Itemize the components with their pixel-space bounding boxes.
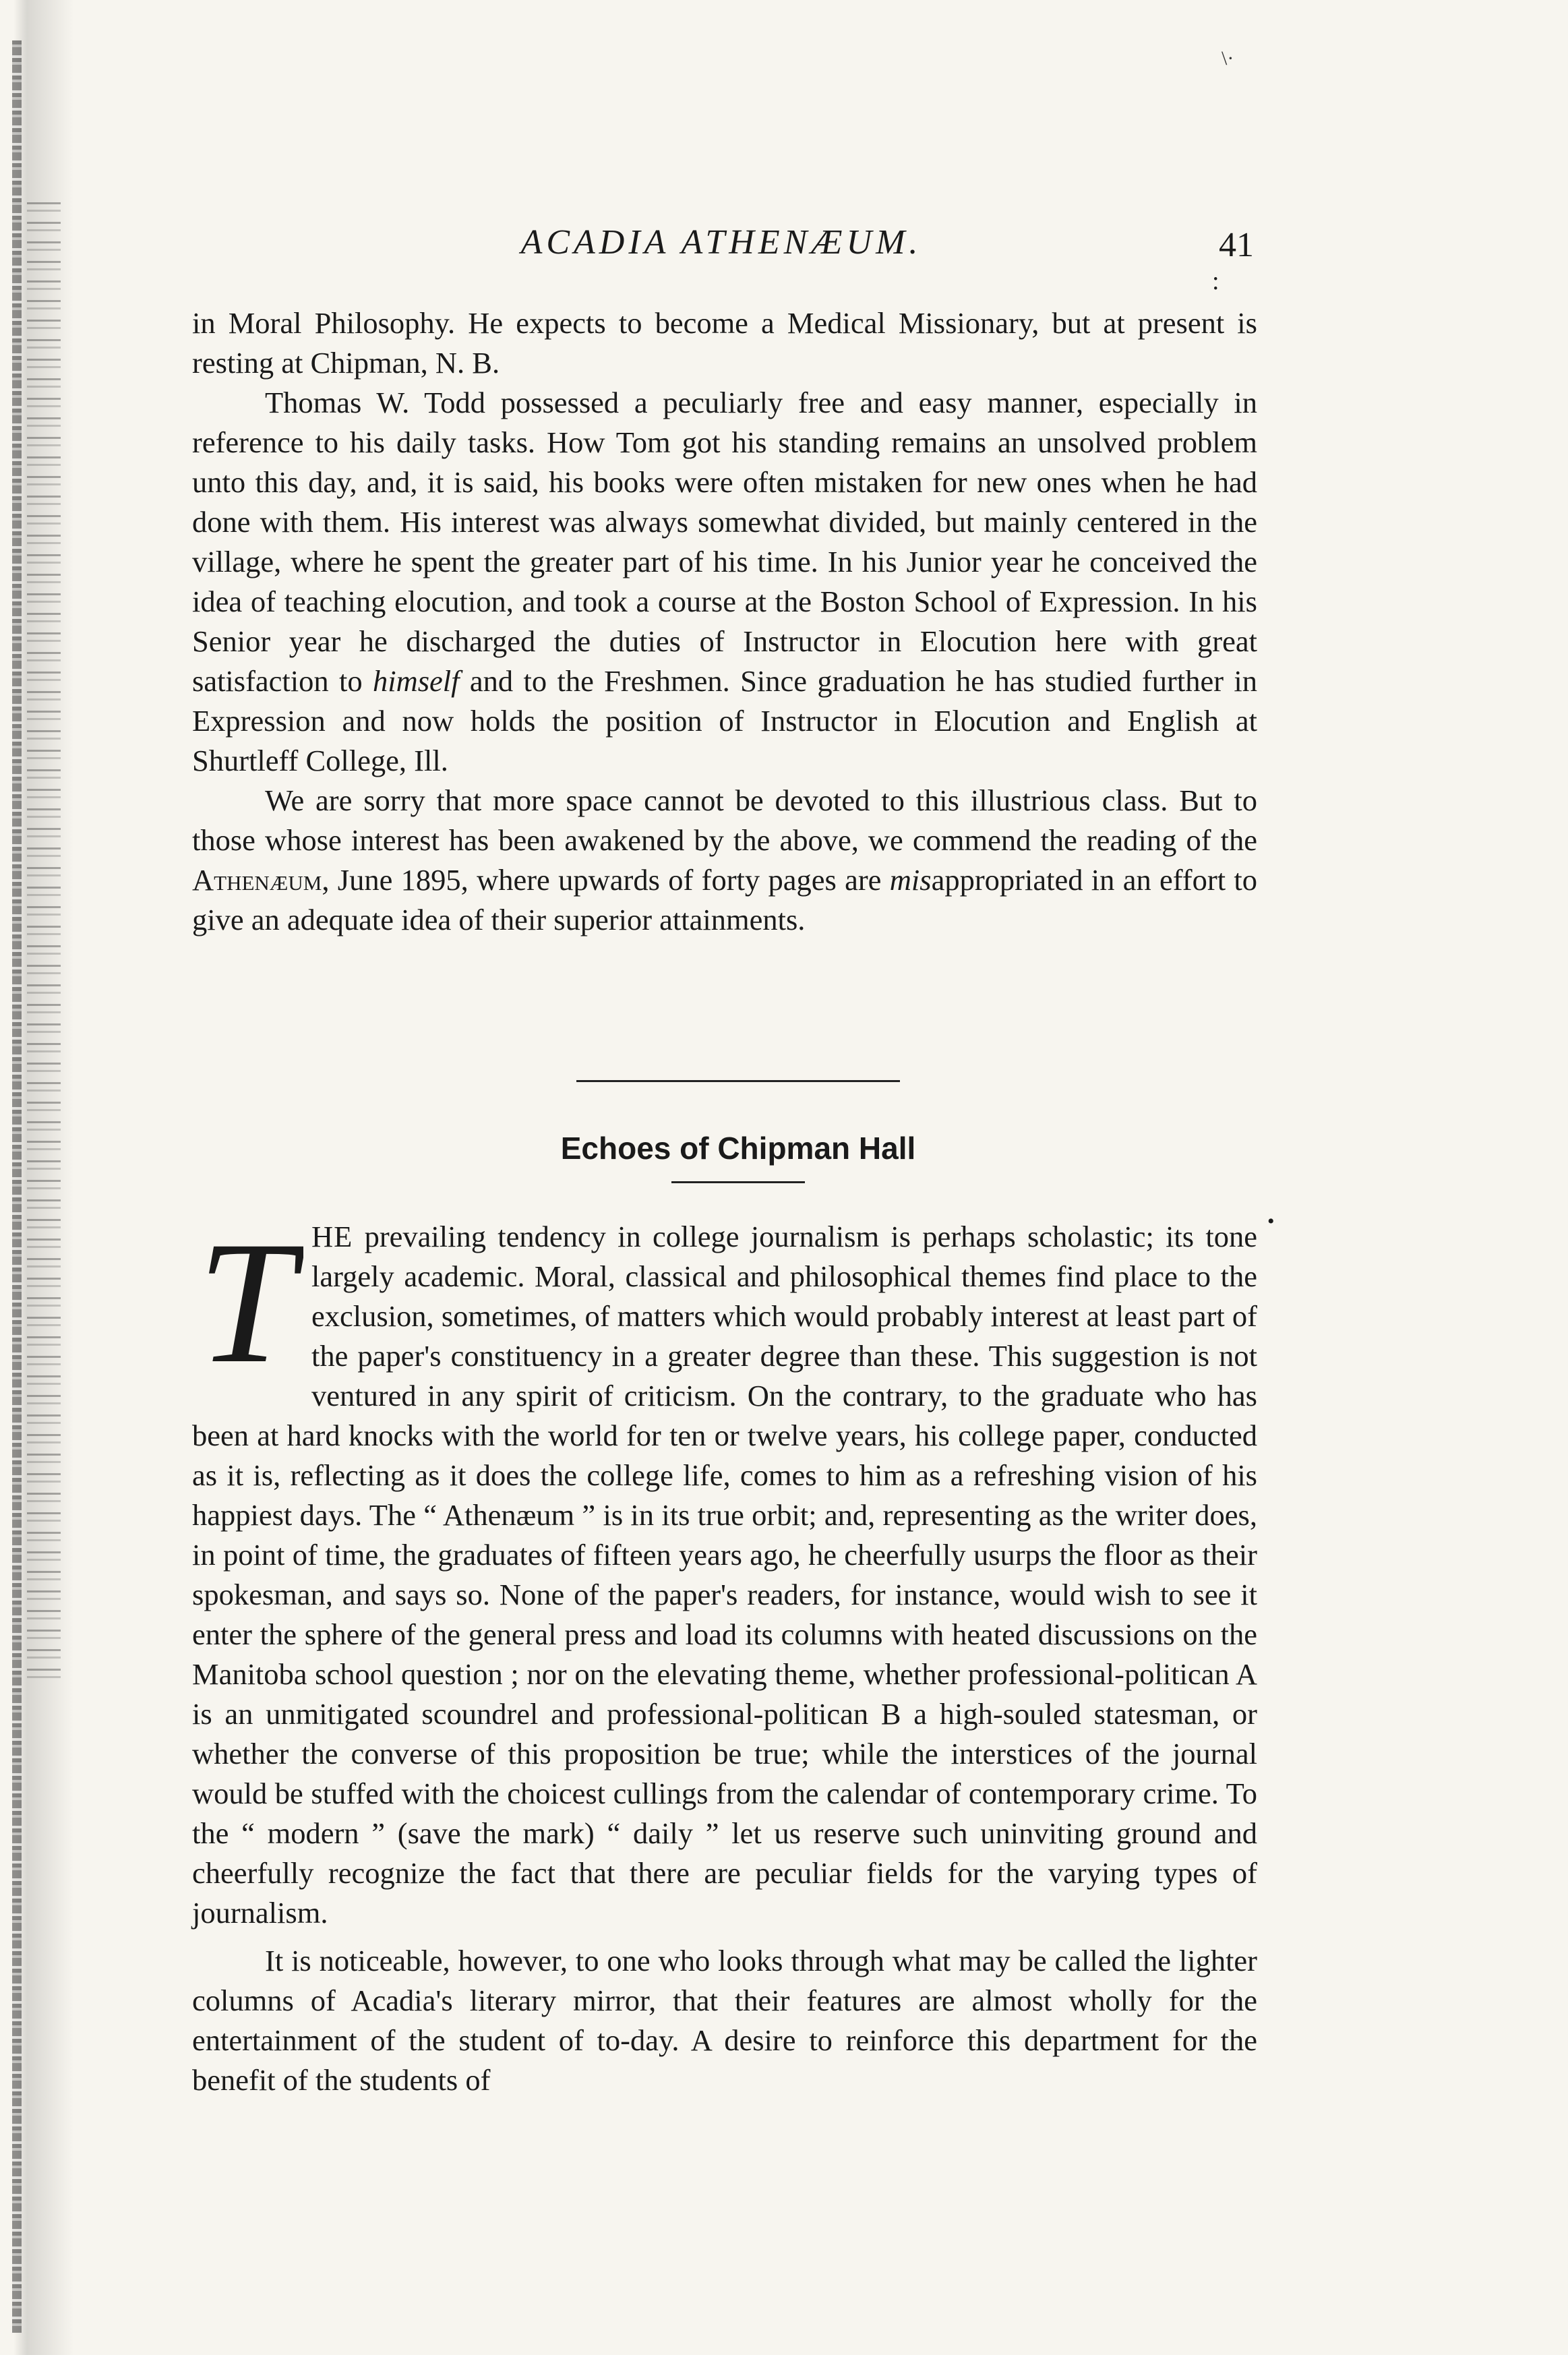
- section-divider: [576, 1080, 900, 1082]
- colon-mark: :: [1212, 267, 1219, 295]
- binding-strip: [12, 40, 22, 2333]
- drop-cap-glyph: [192, 1220, 303, 1388]
- paragraph: T HE prevailing tendency in college journalism is perhaps scholastic; its tone largely academic. Moral, classical and philosophical themes find place to the exclusion, sometimes, of matters which would probably interest at least part of the paper's constituency in a greater degree than these. This suggestion is not ventured in any spirit of criticism. On the contrary, to the graduate who has been at hard knocks with the world for ten or twelve years, his college paper, conducted as it is, reflecting as it does the college life, comes to him as a refreshing vision of his happiest days. The “ Athenæum ” is in its true orbit; and, representing as the writer does, in point of time, the graduates of fifteen years ago, he cheerfully usurps the floor as their spokesman, and says so. None of the paper's readers, for instance, would wish to see it enter the sphere of the general press and load its columns with heated discussions on the Manitoba school question ; nor on the elevating theme, whether professional-politican A is an unmitigated scoundrel and professional-politican B a high-souled statesman, or whether the converse of this proposition be true; while the interstices of the journal would be stuffed with the choicest cullings from the calendar of contemporary crime. To the “ modern ” (save the mark) “ daily ” let us reserve such uninviting ground and cheerfully recognize the fact that there are peculiar fields for the varying types of journalism.: [192, 1217, 1257, 1933]
- paragraph: Thomas W. Todd possessed a peculiarly free and easy manner, especially in reference to his daily tasks. How Tom got his standing remains an unsolved problem unto this day, and, it is said, his books were often mistaken for new ones when he had done with them. His interest was always somewhat divided, but mainly centered in the village, where he spent the greater part of his time. In his Junior year he conceived the idea of teaching elocution, and took a course at the Boston School of Expression. In his Senior year he discharged the duties of Instructor in Elocution here with great satisfaction to himself and to the Freshmen. Since graduation he has studied further in Expression and now holds the position of Instructor in Elocution and English at Shurtleff College, Ill.: [192, 386, 1257, 777]
- corner-mark: \·: [1222, 47, 1234, 69]
- dot-mark: •: [1267, 1210, 1275, 1232]
- drop-cap-continuation: HE: [311, 1220, 353, 1253]
- paragraph: It is noticeable, however, to one who looks through what may be called the lighter columns of Acadia's literary mirror, that their features are almost wholly for the entertainment of the student of to-day. A desire to reinforce this department for the benefit of the students of: [192, 1944, 1257, 2097]
- smallcaps-text: Athenæum: [192, 863, 322, 897]
- drop-cap-text: T: [198, 1220, 295, 1388]
- title-underline: [671, 1181, 805, 1183]
- drop-cap-letter: [192, 1220, 303, 1388]
- binding-speckle: [27, 202, 61, 1686]
- italic-text: himself: [372, 664, 460, 698]
- page-header: [189, 222, 1254, 283]
- scanned-binding-edge: [0, 0, 74, 2355]
- section-title: Echoes of Chipman Hall: [560, 1131, 916, 1166]
- running-title: ACADIA ATHENÆUM.: [520, 223, 922, 262]
- article-continuation: [192, 303, 1257, 940]
- page-number: 41: [1219, 226, 1254, 264]
- paragraph: in Moral Philosophy. He expects to become a Medical Missionary, but at present is resting at Chipman, N. B.: [192, 306, 1257, 380]
- italic-text: mis: [889, 863, 932, 897]
- paragraph: We are sorry that more space cannot be devoted to this illustrious class. But to those whose interest has been awakened by the above, we commend the reading of the Athenæum, June 1895, where upwards of forty pages are misappropriated in an effort to give an adequate idea of their superior attainments.: [192, 783, 1257, 936]
- article-echoes: [192, 1217, 1257, 2100]
